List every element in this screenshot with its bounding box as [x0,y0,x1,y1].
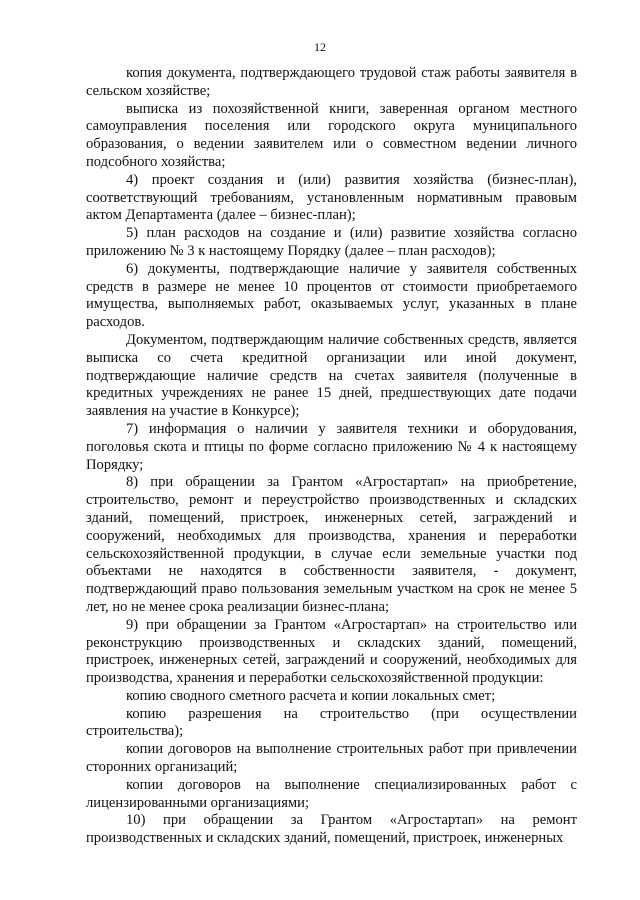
paragraph-item-5-expense-plan: 5) план расходов на создание и (или) развитие хозяйства согласно приложению № 3 к настоящему Порядку (далее – план расходов); [86,225,577,259]
paragraph-item-6-own-funds: 6) документы, подтверждающие наличие у заявителя собственных средств в размере не менее 10 процентов от стоимости приобретаемого имущества, выполняемых работ, оказываемых услуг, указанных в плане расходов. [86,260,577,331]
paragraph-household-book-extract: выписка из похозяйственной книги, заверенная органом местного самоуправления поселения или городского округа муниципального образования, о ведении заявителем или о совместном ведении личного подсобного хозяйства; [86,100,577,170]
paragraph-item-9-construction: 9) при обращении за Грантом «Агростартап» на строительство или реконструкцию производственных и складских зданий, помещений, пристроек, инженерных сетей, заграждений и сооружений, необходимых для производства, хранения и переработки сельскохозяйственной продукции: [86,616,577,687]
page-number: 12 [314,40,326,54]
paragraph-building-permit-copy: копию разрешения на строительство (при осуществлении строительства); [86,705,577,740]
paragraph-specialized-contracts: копии договоров на выполнение специализированных работ с лицензированными организациями; [86,776,577,811]
paragraph-construction-contracts: копии договоров на выполнение строительных работ при привлечении сторонних организаций; [86,741,577,776]
paragraph-item-10-repair: 10) при обращении за Грантом «Агростартап» на ремонт производственных и складских зданий, помещений, пристроек, инженерных [86,812,577,847]
paragraph-item-8-land-use-right: 8) при обращении за Грантом «Агростартап» на приобретение, строительство, ремонт и переустройство производственных и складских зданий, помещений, пристроек, инженерных сетей, заграждений и сооружений, необходимых для производства, хранения и переработки сельскохозяйственной продукции, в случае если земельные участки под объектами не находятся в собственности заявителя, - документ, подтверждающий право пользования земельным участком на срок не менее 5 лет, но не менее срока реализации бизнес-плана; [86,474,577,615]
paragraph-item-4-business-plan: 4) проект создания и (или) развития хозяйства (бизнес-план), соответствующий требованиям, установленным нормативным правовым актом Департамента (далее – бизнес-план); [86,171,577,224]
paragraph-estimate-copy: копию сводного сметного расчета и копии локальных смет; [126,687,496,704]
document-body [86,65,577,848]
paragraph-work-experience-copy: копия документа, подтверждающего трудовой стаж работы заявителя в сельском хозяйстве; [86,65,577,99]
paragraph-item-7-equipment-info: 7) информация о наличии у заявителя техники и оборудования, поголовья скота и птицы по форме согласно приложению № 4 к настоящему Порядку; [86,420,577,473]
paragraph-own-funds-document: Документом, подтверждающим наличие собственных средств, является выписка со счета кредитной организации или иной документ, подтверждающие наличие средств на счетах заявителя (полученные в кредитных учреждениях не ранее 15 дней, предшествующих дате подачи заявления на участие в Конкурсе); [86,331,577,420]
